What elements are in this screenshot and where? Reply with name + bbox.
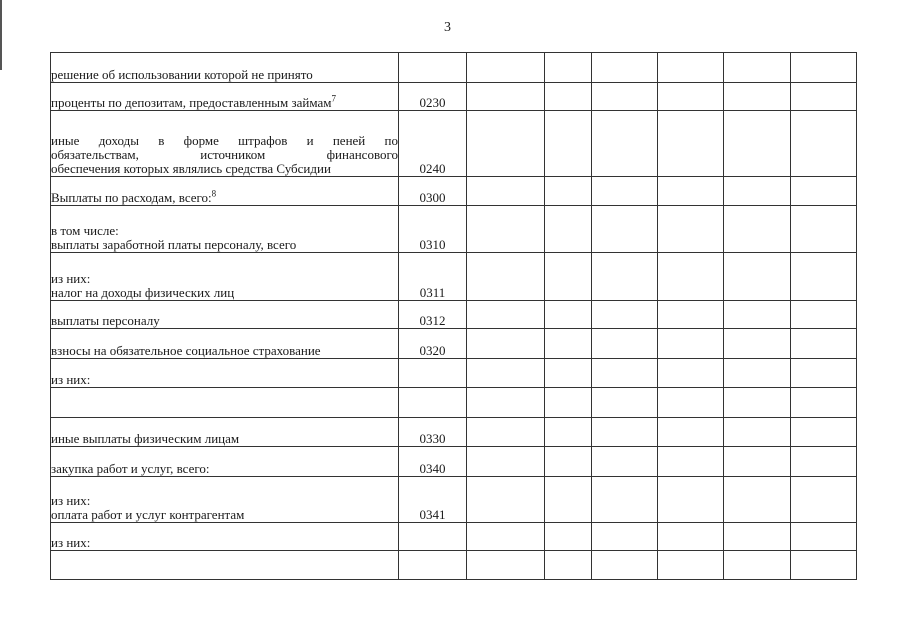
value-cell[interactable] xyxy=(791,447,857,477)
table-row xyxy=(51,359,857,388)
table-row xyxy=(51,301,857,329)
value-cell[interactable] xyxy=(467,206,545,253)
value-cell[interactable] xyxy=(791,551,857,580)
row-label-line: из них: xyxy=(51,271,91,286)
value-cell[interactable] xyxy=(545,253,592,301)
row-label-line: из них: xyxy=(51,535,91,550)
table-row xyxy=(51,329,857,359)
value-cell[interactable] xyxy=(545,551,592,580)
value-cell[interactable] xyxy=(791,253,857,301)
row-code: 0320 xyxy=(399,329,467,359)
value-cell[interactable] xyxy=(545,53,592,83)
value-cell[interactable] xyxy=(791,359,857,388)
value-cell[interactable] xyxy=(592,301,658,329)
row-label xyxy=(51,53,399,83)
row-label-line: проценты по депозитам, предоставленным займам$^7$ xyxy=(51,93,337,110)
row-label xyxy=(51,447,399,477)
value-cell[interactable] xyxy=(724,447,791,477)
value-cell[interactable] xyxy=(467,359,545,388)
row-code: 0311 xyxy=(399,253,467,301)
value-cell[interactable] xyxy=(467,523,545,551)
value-cell[interactable] xyxy=(592,551,658,580)
value-cell[interactable] xyxy=(545,388,592,418)
value-cell[interactable] xyxy=(467,301,545,329)
table-row xyxy=(51,523,857,551)
table-row xyxy=(51,551,857,580)
row-label xyxy=(51,477,399,523)
row-label-line: выплаты персоналу xyxy=(51,313,160,328)
row-label-line: иные доходы в форме штрафов и пеней по xyxy=(51,133,398,148)
value-cell[interactable] xyxy=(724,177,791,206)
row-label xyxy=(51,253,399,301)
row-label-line: обязательствам, источником финансового xyxy=(51,147,398,162)
row-label-line xyxy=(51,565,398,579)
row-label-line: выплаты заработной платы персоналу, всего xyxy=(51,237,297,252)
row-label xyxy=(51,83,399,111)
value-cell[interactable] xyxy=(724,301,791,329)
value-cell[interactable] xyxy=(467,477,545,523)
value-cell[interactable] xyxy=(467,388,545,418)
value-cell[interactable] xyxy=(467,177,545,206)
value-cell[interactable] xyxy=(592,447,658,477)
row-code xyxy=(399,53,467,83)
value-cell[interactable] xyxy=(592,253,658,301)
row-code: 0300 xyxy=(399,177,467,206)
report-body xyxy=(51,53,857,580)
value-cell[interactable] xyxy=(592,53,658,83)
row-code: 0340 xyxy=(399,447,467,477)
footnote-ref: 8 xyxy=(211,188,217,199)
row-label xyxy=(51,177,399,206)
value-cell[interactable] xyxy=(658,359,724,388)
value-cell[interactable] xyxy=(592,477,658,523)
value-cell[interactable] xyxy=(545,523,592,551)
row-label-line: иные выплаты физическим лицам xyxy=(51,431,240,446)
row-label xyxy=(51,111,399,177)
value-cell[interactable] xyxy=(791,53,857,83)
value-cell[interactable] xyxy=(658,206,724,253)
table-row xyxy=(51,83,857,111)
value-cell[interactable] xyxy=(658,329,724,359)
value-cell[interactable] xyxy=(545,359,592,388)
value-cell[interactable] xyxy=(592,111,658,177)
value-cell[interactable] xyxy=(724,418,791,447)
value-cell[interactable] xyxy=(724,388,791,418)
value-cell[interactable] xyxy=(592,206,658,253)
table-row xyxy=(51,388,857,418)
value-cell[interactable] xyxy=(724,329,791,359)
value-cell[interactable] xyxy=(724,551,791,580)
row-code: 0312 xyxy=(399,301,467,329)
value-cell[interactable] xyxy=(658,418,724,447)
value-cell[interactable] xyxy=(545,418,592,447)
value-cell[interactable] xyxy=(724,253,791,301)
value-cell[interactable] xyxy=(791,177,857,206)
value-cell[interactable] xyxy=(545,301,592,329)
value-cell[interactable] xyxy=(545,177,592,206)
value-cell[interactable] xyxy=(658,253,724,301)
value-cell[interactable] xyxy=(545,477,592,523)
value-cell[interactable] xyxy=(545,447,592,477)
value-cell[interactable] xyxy=(467,418,545,447)
table-row xyxy=(51,206,857,253)
row-label-line: из них: xyxy=(51,372,91,387)
value-cell[interactable] xyxy=(658,523,724,551)
value-cell[interactable] xyxy=(658,551,724,580)
value-cell[interactable] xyxy=(724,359,791,388)
row-label xyxy=(51,301,399,329)
value-cell[interactable] xyxy=(545,111,592,177)
value-cell[interactable] xyxy=(592,418,658,447)
row-code: 0230 xyxy=(399,83,467,111)
table-row xyxy=(51,477,857,523)
value-cell[interactable] xyxy=(724,83,791,111)
row-label xyxy=(51,523,399,551)
row-label-line: решение об использовании которой не принято xyxy=(51,67,313,82)
value-cell[interactable] xyxy=(658,53,724,83)
row-code xyxy=(399,551,467,580)
value-cell[interactable] xyxy=(467,551,545,580)
value-cell[interactable] xyxy=(791,418,857,447)
row-code: 0310 xyxy=(399,206,467,253)
row-code xyxy=(399,388,467,418)
row-code: 0330 xyxy=(399,418,467,447)
value-cell[interactable] xyxy=(791,388,857,418)
value-cell[interactable] xyxy=(592,329,658,359)
value-cell[interactable] xyxy=(724,477,791,523)
row-code xyxy=(399,359,467,388)
value-cell[interactable] xyxy=(791,523,857,551)
value-cell[interactable] xyxy=(545,206,592,253)
table-row xyxy=(51,447,857,477)
row-code: 0240 xyxy=(399,111,467,177)
table-row xyxy=(51,53,857,83)
row-label-line: Выплаты по расходам, всего:$^8$ xyxy=(51,188,217,205)
row-code: 0341 xyxy=(399,477,467,523)
value-cell[interactable] xyxy=(467,329,545,359)
value-cell[interactable] xyxy=(724,523,791,551)
table-row xyxy=(51,177,857,206)
row-label-line: закупка работ и услуг, всего: xyxy=(51,461,210,476)
footnote-ref: 7 xyxy=(331,93,337,104)
value-cell[interactable] xyxy=(658,83,724,111)
row-label-line: в том числе: xyxy=(51,223,119,238)
row-label xyxy=(51,388,399,418)
value-cell[interactable] xyxy=(791,206,857,253)
value-cell[interactable] xyxy=(592,177,658,206)
value-cell[interactable] xyxy=(791,83,857,111)
row-label xyxy=(51,329,399,359)
row-label xyxy=(51,206,399,253)
value-cell[interactable] xyxy=(658,111,724,177)
value-cell[interactable] xyxy=(545,83,592,111)
value-cell[interactable] xyxy=(658,177,724,206)
value-cell[interactable] xyxy=(592,388,658,418)
value-cell[interactable] xyxy=(592,523,658,551)
value-cell[interactable] xyxy=(467,53,545,83)
value-cell[interactable] xyxy=(658,388,724,418)
value-cell[interactable] xyxy=(724,206,791,253)
value-cell[interactable] xyxy=(724,53,791,83)
value-cell[interactable] xyxy=(467,447,545,477)
value-cell[interactable] xyxy=(791,111,857,177)
row-label-line: налог на доходы физических лиц xyxy=(51,285,235,300)
value-cell[interactable] xyxy=(467,111,545,177)
value-cell[interactable] xyxy=(592,359,658,388)
value-cell[interactable] xyxy=(545,329,592,359)
table-row xyxy=(51,111,857,177)
row-code xyxy=(399,523,467,551)
value-cell[interactable] xyxy=(658,447,724,477)
row-label-line: взносы на обязательное социальное страхование xyxy=(51,343,321,358)
value-cell[interactable] xyxy=(467,253,545,301)
value-cell[interactable] xyxy=(658,301,724,329)
value-cell[interactable] xyxy=(658,477,724,523)
value-cell[interactable] xyxy=(467,83,545,111)
value-cell[interactable] xyxy=(724,111,791,177)
row-label-line: оплата работ и услуг контрагентам xyxy=(51,507,245,522)
page-number: 3 xyxy=(444,20,451,35)
value-cell[interactable] xyxy=(791,301,857,329)
row-label xyxy=(51,418,399,447)
report-table xyxy=(50,52,857,580)
value-cell[interactable] xyxy=(791,329,857,359)
table-row xyxy=(51,253,857,301)
value-cell[interactable] xyxy=(592,83,658,111)
row-label xyxy=(51,551,399,580)
row-label-line: из них: xyxy=(51,493,91,508)
row-label xyxy=(51,359,399,388)
row-label-line: обеспечения которых являлись средства Субсидии xyxy=(51,161,331,176)
row-label-line xyxy=(51,403,398,417)
table-row xyxy=(51,418,857,447)
value-cell[interactable] xyxy=(791,477,857,523)
